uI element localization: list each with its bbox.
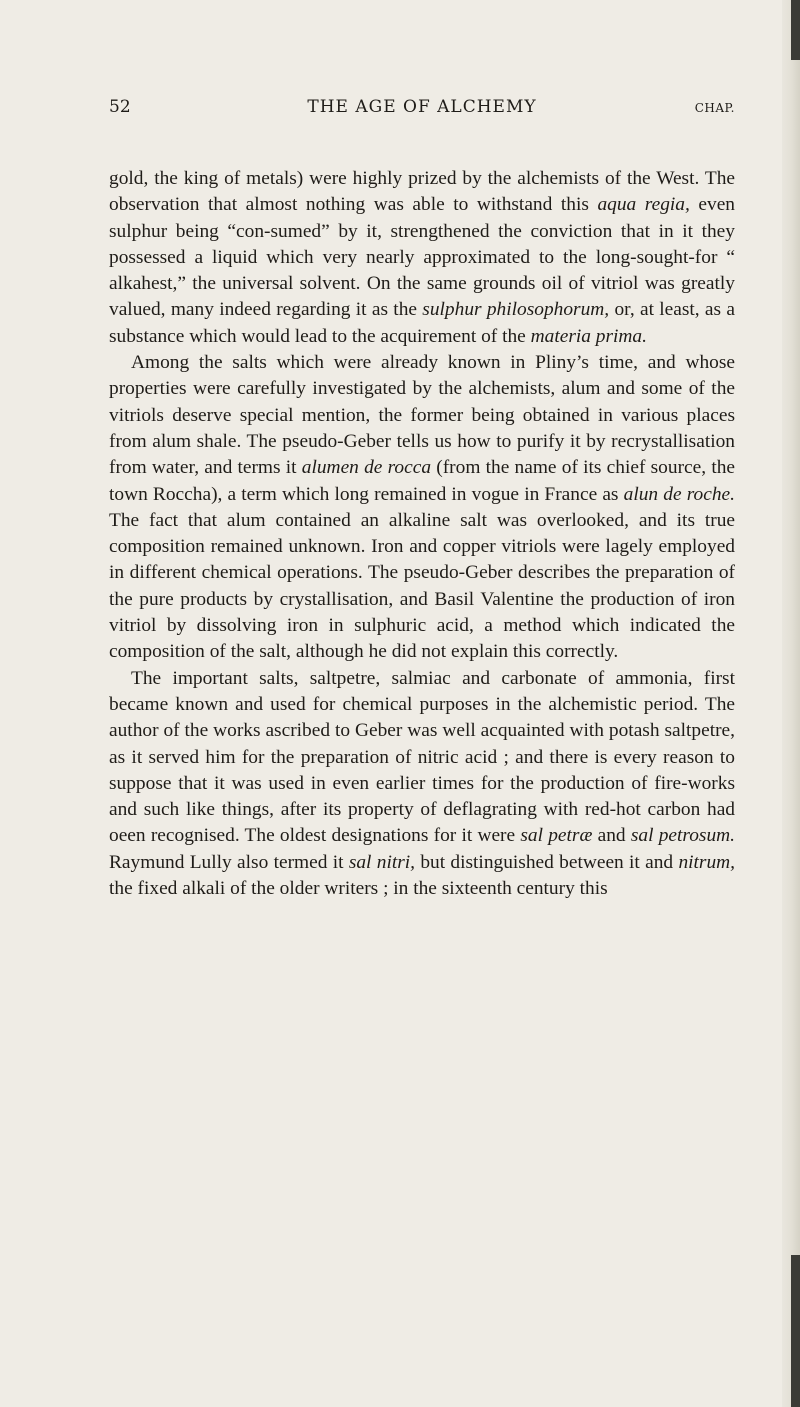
italic-phrase: alumen de rocca	[301, 457, 432, 479]
text-run: gold, the king of metals) were highly prized by the alchemists of the West. The observation that almost nothing was able to withstand this	[109, 168, 735, 216]
text-run: but distinguished between it and	[415, 851, 679, 873]
italic-phrase: materia prima.	[530, 325, 647, 347]
running-header	[109, 97, 735, 121]
edge-shadow-bottom	[791, 1255, 800, 1407]
paragraph-3	[109, 666, 735, 903]
text-run: and	[592, 825, 631, 847]
text-run: even sulphur being “con-sumed” by it, strengthened the conviction that in it they possessed a liquid which very nearly approximated to the long-sought-for “ alkahest,” the universal solvent. On the same grounds oil of vitriol was greatly valued, many indeed regarding it as the	[109, 194, 736, 321]
text-run: the fixed alkali of the older writers ; in the sixteenth century this	[109, 878, 608, 900]
text-run: or, at least, as a substance which would lead to the acquirement of the	[109, 299, 735, 347]
italic-phrase: alun de roche.	[623, 483, 735, 505]
page-number: 52	[109, 97, 131, 117]
page-edge	[782, 0, 800, 1407]
italic-phrase: nitrum,	[678, 851, 736, 873]
italic-phrase: sal petrosum.	[630, 825, 735, 847]
chapter-label: CHAP.	[694, 101, 735, 115]
italic-phrase: aqua regia,	[597, 194, 690, 216]
text-run: Raymund Lully also termed it	[109, 851, 349, 873]
body-text	[109, 166, 735, 902]
italic-phrase: sulphur philosophorum,	[422, 299, 610, 321]
text-run: Among the salts which were already known in Pliny’s time, and whose properties were carefully investigated by the alchemists, alum and some of the vitriols deserve special mention, the former being obtained in various places from alum shale. The pseudo-Geber tells us how to purify it by recrystallisation from water, and terms it	[109, 352, 735, 479]
text-run: The important salts, saltpetre, salmiac and carbonate of ammonia, first became known and used for chemical purposes in the alchemistic period. The author of the works ascribed to Geber was well acquainted with potash saltpetre, as it served him for the preparation of nitric acid ; and there is every reason to suppose that it was used in even earlier times for the production of fire-works and such like things, after its property of deflagrating with red-hot carbon had oeen recognised. The oldest designations for it were	[109, 667, 735, 847]
italic-phrase: sal nitri,	[348, 851, 416, 873]
italic-phrase: sal petræ	[520, 825, 593, 847]
text-run: The fact that alum contained an alkaline salt was overlooked, and its true composition remained unknown. Iron and copper vitriols were lagely employed in different chemical operations. The pseudo-Geber describes the preparation of the pure products by crystallisation, and Basil Valentine the production of iron vitriol by dissolving iron in sulphuric acid, a method which indicated the composition of the salt, although he did not explain this correctly.	[109, 509, 735, 663]
edge-shadow-top	[791, 0, 800, 60]
paragraph-2	[109, 350, 735, 666]
text-run: (from the name of its chief source, the town Roccha), a term which long remained in vogue in France as	[109, 457, 736, 505]
paragraph-1	[109, 166, 735, 350]
running-title: THE AGE OF ALCHEMY	[307, 97, 537, 117]
